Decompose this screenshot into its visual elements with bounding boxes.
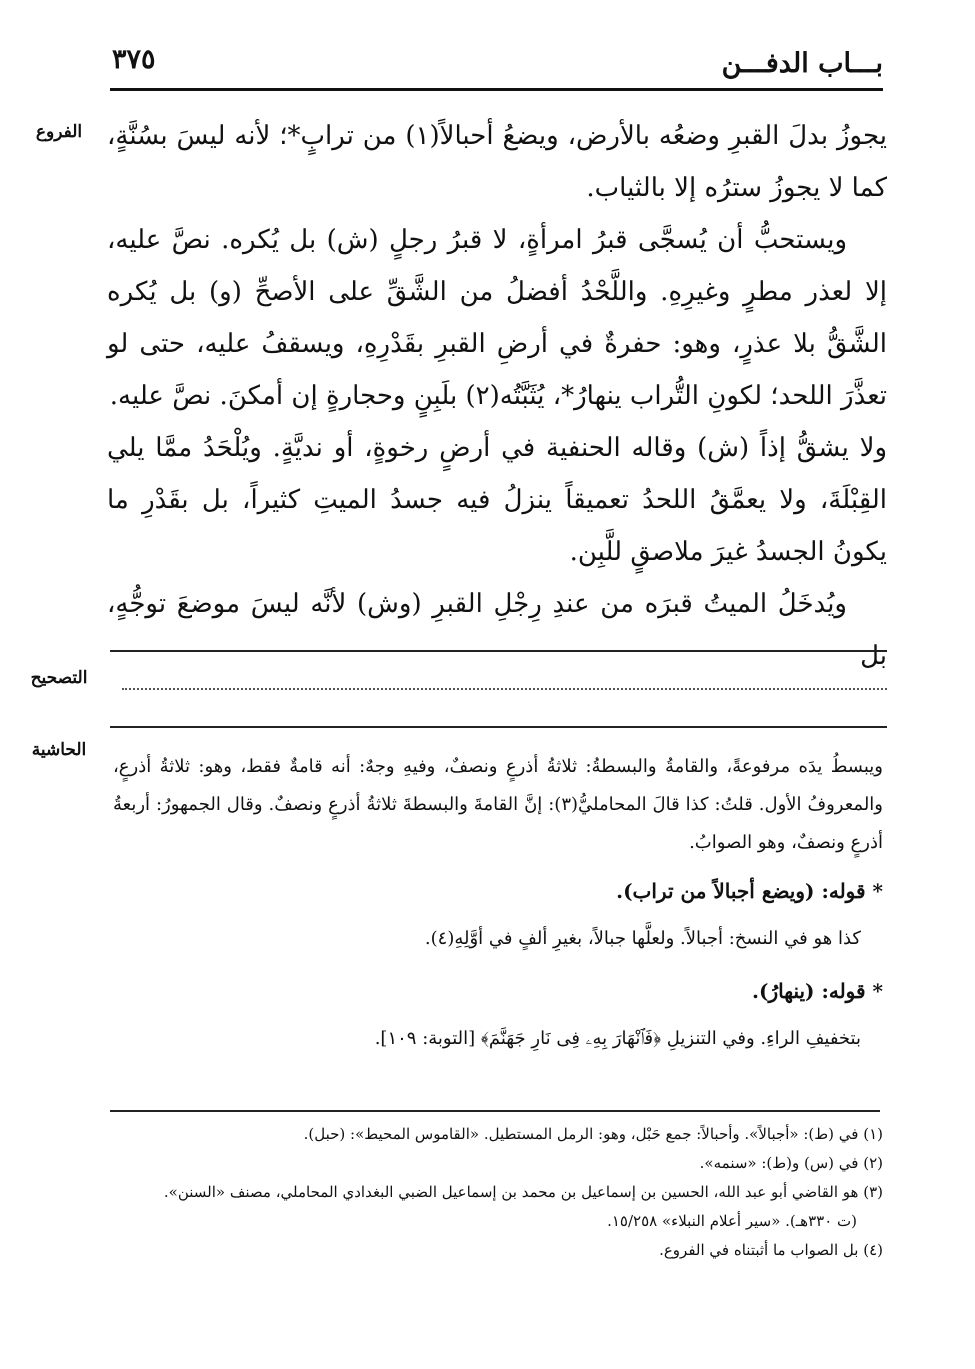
main-paragraph: ولا يشقُّ إذاً (ش) وقاله الحنفية في أرضٍ رخوةٍ، أو نديَّةٍ. ويُلْحَدُ ممَّا يلي القِبْلَةَ، ولا يعمَّقُ اللحدُ تعميقاً ينزلُ فيه جسدُ الميتِ كثيراً، بل بقَدْرِ ما يكونُ الجسدُ غيرَ ملاصقٍ للَّبِن. xyxy=(107,433,887,567)
page-number: ٣٧٥ xyxy=(112,44,156,75)
footnote: (٤) بل الصواب ما أثبتناه في الفروع. xyxy=(659,1241,883,1259)
hashia-entry-body: كذا هو في النسخ: أجبالاً. ولعلَّها جبالاً، بغيرِ ألفٍ في أوَّلِهِ(٤). xyxy=(424,928,861,949)
asterisk-marker: * xyxy=(872,979,883,1003)
footnote-rule xyxy=(110,1110,880,1112)
running-title: بـــاب الدفـــن xyxy=(721,48,883,79)
main-text xyxy=(107,110,887,682)
asterisk-marker: * xyxy=(872,879,883,903)
main-paragraph: ويُدخَلُ الميتُ قبرَه من عندِ رِجْلِ القبرِ (وش) لأنَّه ليسَ موضعَ توجُّهٍ، بل xyxy=(107,589,887,671)
qawl-heading-text: قوله: (ويضع أجبالاً من تراب). xyxy=(616,879,866,903)
margin-label-hashia: الحاشية xyxy=(31,740,87,760)
tashih-dotted-line xyxy=(122,688,887,690)
hashia-entry-body: بتخفيفِ الراءِ. وفي التنزيلِ ﴿فَٱنْهَارَ بِهِۦ فِى نَارِ جَهَنَّمَ﴾ [التوبة: ١٠٩]. xyxy=(374,1028,861,1049)
footnote: (١) في (ط): «أجبالاً». وأحبالاً: جمع حَبْل، وهو: الرمل المستطيل. «القاموس المحيط»: (حبل). xyxy=(303,1125,883,1143)
hashia-entry-heading xyxy=(113,966,883,1016)
margin-label-furu: الفروع xyxy=(35,122,83,142)
hashia-intro: ويبسطُ يدَه مرفوعةً، والقامةُ والبسطةُ: ثلاثةُ أذرعٍ ونصفٌ، وفيهِ وجهٌ: أنه قامةٌ فقط، وهو: ثلاثةُ أذرعٍ، والمعروفُ الأول. قلتُ: كذا قالَ المحامليُّ(٣): إنَّ القامةَ والبسطةَ ثلاثةُ أذرعٍ ونصفٌ. وقال الجمهورُ: أربعةُ أذرعٍ ونصفٌ، وهو الصوابُ. xyxy=(113,756,883,853)
main-paragraph: ويستحبُّ أن يُسجَّى قبرُ امرأةٍ، لا قبرُ رجلٍ (ش) بل يُكره. نصَّ عليه، إلا لعذر مطرٍ وغيرِهِ. واللَّحْدُ أفضلُ من الشَّقِّ على الأصحِّ (و) بل يُكره الشَّقُّ بلا عذرٍ، وهو: حفرةٌ في أرضِ القبرِ بقَدْرِهِ، ويسقفُ عليه، حتى لو تعذَّرَ اللحد؛ لكونِ التُّراب ينهارُ*، يُثَبَّتُه(٢) بلَبِنٍ وحجارةٍ إن أمكنَ. نصَّ عليه. xyxy=(107,225,887,411)
qawl-heading-text: قوله: (ينهارُ). xyxy=(752,979,866,1003)
footnote: (٢) في (س) و(ط): «سنمه». xyxy=(699,1154,883,1172)
footnote-continuation: (ت ٣٣٠هـ). «سير أعلام النبلاء» ١٥/٢٥٨. xyxy=(607,1212,857,1230)
main-paragraph: يجوزُ بدلَ القبرِ وضعُه بالأرض، ويضعُ أحبالاً(١) من ترابٍ*؛ لأنه ليسَ بسُنَّةٍ، كما لا يجوزُ سترُه إلا بالثياب. xyxy=(107,121,887,203)
footnotes xyxy=(113,1120,883,1265)
section-divider xyxy=(110,726,887,728)
margin-label-tashih: التصحيح xyxy=(30,668,88,688)
hashia-entry-heading xyxy=(113,866,883,916)
section-divider xyxy=(110,650,887,652)
hashia-text xyxy=(113,748,883,1062)
header-rule xyxy=(110,88,883,91)
footnote: (٣) هو القاضي أبو عبد الله، الحسين بن إسماعيل بن محمد بن إسماعيل الضبي البغدادي المحاملي، مصنف «السنن». xyxy=(163,1183,883,1201)
